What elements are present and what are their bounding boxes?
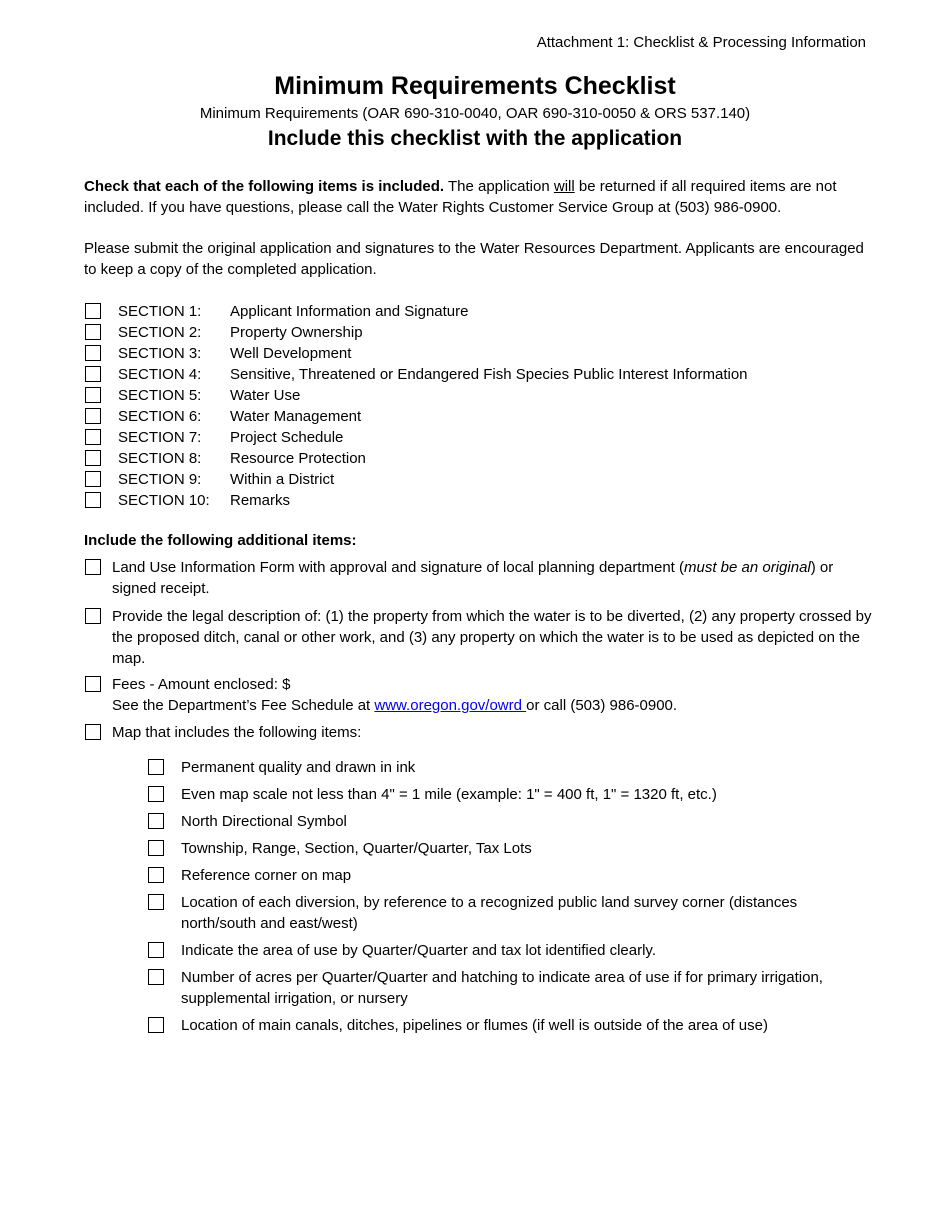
section-checkbox[interactable] (85, 450, 101, 466)
include-checklist-heading: Include this checklist with the application (267, 127, 683, 150)
map-sub-text: Even map scale not less than 4" = 1 mile (example: 1" = 400 ft, 1" = 1320 ft, etc.) (181, 786, 717, 803)
map-item (84, 722, 874, 743)
section-checkbox[interactable] (85, 429, 101, 445)
section-checkbox[interactable] (85, 324, 101, 340)
section-label: SECTION 2: (118, 324, 202, 341)
fees-text (112, 674, 874, 716)
land-use-checkbox[interactable] (85, 559, 101, 575)
land-use-text-after: ) or signed receipt. (112, 559, 834, 597)
section-checkbox[interactable] (85, 387, 101, 403)
fees-schedule-text: See the Department’s Fee Schedule at (112, 697, 375, 714)
owrd-link[interactable]: www.oregon.gov/owrd (374, 697, 527, 714)
section-label: SECTION 3: (118, 345, 202, 362)
page-title: Minimum Requirements Checklist (274, 72, 676, 100)
legal-description-text: Provide the legal description of: (1) the property from which the water is to be diverted, (2) any property crossed by the proposed ditch, canal or other work, and (3) any property on which the water is to be used as depicted on the map. (112, 608, 872, 667)
intro-text-before: The application (444, 178, 554, 195)
section-checkbox[interactable] (85, 303, 101, 319)
section-description: Applicant Information and Signature (230, 303, 469, 320)
section-description: Sensitive, Threatened or Endangered Fish Species Public Interest Information (230, 366, 748, 383)
fees-call-text: or call (503) 986-0900. (526, 697, 678, 714)
section-label: SECTION 7: (118, 429, 202, 446)
section-label: SECTION 9: (118, 471, 202, 488)
section-description: Remarks (230, 492, 291, 509)
map-sub-text: Indicate the area of use by Quarter/Quarter and tax lot identified clearly. (181, 942, 656, 959)
map-sub-checkbox[interactable] (148, 840, 164, 856)
map-sub-item (148, 784, 874, 805)
map-sub-item (148, 811, 874, 832)
land-use-text (112, 557, 874, 599)
map-sub-text: Location of each diversion, by reference to a recognized public land survey corner (distances north/south and east/west) (181, 894, 798, 932)
section-description: Project Schedule (230, 429, 344, 446)
map-sub-checkbox[interactable] (148, 813, 164, 829)
map-sub-text: Township, Range, Section, Quarter/Quarter, Tax Lots (181, 840, 532, 857)
submit-paragraph: Please submit the original application and signatures to the Water Resources Department. Applicants are encouraged to keep a copy of the completed application. (84, 240, 864, 278)
map-sub-item (148, 967, 874, 1009)
additional-items-heading: Include the following additional items: (84, 532, 357, 549)
map-sub-item (148, 940, 874, 961)
section-description: Water Management (230, 408, 362, 425)
fees-amount-label: Fees - Amount enclosed: $ (112, 676, 291, 693)
map-sub-checkbox[interactable] (148, 894, 164, 910)
map-sub-text: North Directional Symbol (181, 813, 347, 830)
section-description: Well Development (230, 345, 352, 362)
land-use-italic: must be an original (684, 559, 811, 576)
map-sub-text: Location of main canals, ditches, pipelines or flumes (if well is outside of the area of use) (181, 1017, 768, 1034)
map-sub-checkbox[interactable] (148, 969, 164, 985)
fees-item (84, 674, 874, 716)
section-label: SECTION 10: (118, 492, 210, 509)
map-sub-text: Number of acres per Quarter/Quarter and hatching to indicate area of use if for primary irrigation, supplemental irrigation, or nursery (181, 969, 823, 1007)
section-checkbox[interactable] (85, 408, 101, 424)
map-checkbox[interactable] (85, 724, 101, 740)
map-sub-checkbox[interactable] (148, 786, 164, 802)
map-sub-item (148, 838, 874, 859)
section-description: Water Use (230, 387, 301, 404)
map-sub-text: Permanent quality and drawn in ink (181, 759, 416, 776)
map-sub-item (148, 1015, 874, 1036)
attachment-label: Attachment 1: Checklist & Processing Information (536, 34, 866, 51)
land-use-text-before: Land Use Information Form with approval and signature of local planning department ( (112, 559, 684, 576)
intro-bold-lead: Check that each of the following items is included. (84, 178, 445, 195)
section-label: SECTION 1: (118, 303, 202, 320)
page-subtitle: Minimum Requirements (OAR 690-310-0040, OAR 690-310-0050 & ORS 537.140) (199, 105, 751, 122)
legal-description-checkbox[interactable] (85, 608, 101, 624)
fees-checkbox[interactable] (85, 676, 101, 692)
map-sub-checkbox[interactable] (148, 1017, 164, 1033)
section-checkbox[interactable] (85, 345, 101, 361)
section-checkbox[interactable] (85, 492, 101, 508)
section-description: Property Ownership (230, 324, 363, 341)
section-description: Resource Protection (230, 450, 366, 467)
section-label: SECTION 4: (118, 366, 202, 383)
map-sub-item (148, 865, 874, 886)
map-sub-checkbox[interactable] (148, 867, 164, 883)
section-checkbox[interactable] (85, 366, 101, 382)
section-label: SECTION 5: (118, 387, 202, 404)
map-sub-item (148, 892, 874, 934)
section-checkbox[interactable] (85, 471, 101, 487)
map-sub-checkbox[interactable] (148, 759, 164, 775)
map-sub-text: Reference corner on map (181, 867, 352, 884)
legal-description-item (84, 606, 874, 669)
map-text: Map that includes the following items: (112, 724, 362, 741)
land-use-item (84, 557, 874, 599)
section-label: SECTION 8: (118, 450, 202, 467)
intro-paragraph (84, 176, 874, 218)
map-sub-checkbox[interactable] (148, 942, 164, 958)
section-label: SECTION 6: (118, 408, 202, 425)
intro-text-after: be returned if all required items are not included. If you have questions, please call the Water Rights Customer Service Group at (503) 986-0900. (84, 178, 837, 216)
intro-underlined: will (553, 178, 575, 195)
map-sub-item (148, 757, 874, 778)
section-description: Within a District (230, 471, 335, 488)
